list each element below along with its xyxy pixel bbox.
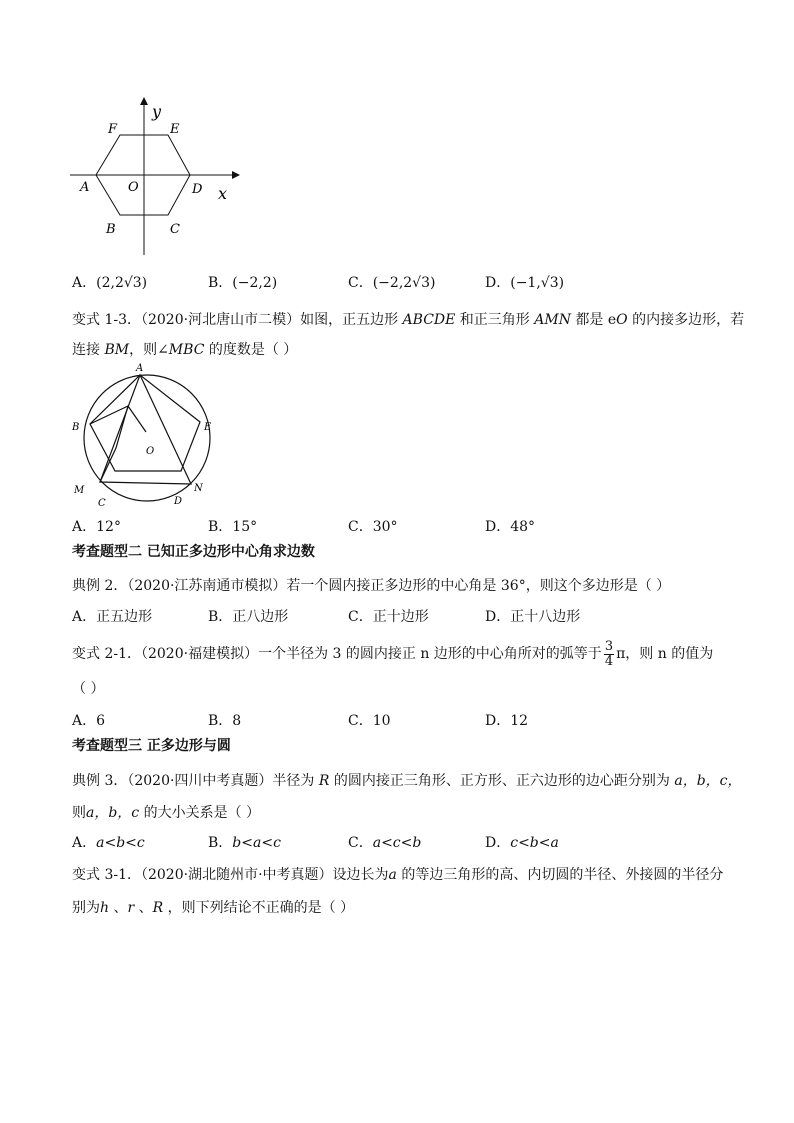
point-label-B: B xyxy=(106,222,116,237)
circle-figure xyxy=(66,362,226,512)
example-3-line2: 则a，b，c 的大小关系是（ ） xyxy=(72,805,261,821)
option-b: B．正八边形 xyxy=(208,609,289,625)
question-2-1-line2: （ ） xyxy=(72,681,105,697)
segment-bo xyxy=(128,406,146,432)
option-a: A．(2,2√3) xyxy=(72,275,148,291)
hexagon-figure xyxy=(60,95,240,260)
option-a: A．a<b<c xyxy=(72,835,145,851)
option-d: D．正十八边形 xyxy=(485,609,581,625)
y-axis-arrow xyxy=(140,97,148,105)
point-label-D: D xyxy=(174,496,183,507)
question-1-3-line2: 连接 BM，则∠MBC 的度数是（ ） xyxy=(72,342,298,358)
axis-label-x: x xyxy=(218,184,228,203)
point-label-N: N xyxy=(194,483,203,494)
option-c: C．a<c<b xyxy=(348,835,422,851)
point-label-B: B xyxy=(72,422,80,433)
option-b: B．b<a<c xyxy=(208,835,281,851)
axis-label-y: y xyxy=(152,102,162,121)
option-a: A．正五边形 xyxy=(72,609,153,625)
section-heading-3: 考查题型三 正多边形与圆 xyxy=(72,738,231,754)
point-label-C: C xyxy=(170,222,180,237)
x-axis-arrow xyxy=(232,171,240,179)
point-label-A: A xyxy=(80,180,90,195)
option-b: B．15° xyxy=(208,519,258,535)
point-label-E: E xyxy=(170,122,180,137)
point-label-F: F xyxy=(108,122,118,137)
question-1-3-line1: 变式 1-3．（2020·河北唐山市二模）如图，正五边形 ABCDE 和正三角形 AMN 都是 eO 的内接多边形，若 xyxy=(72,312,745,328)
option-c: C．(−2,2√3) xyxy=(348,275,436,291)
point-label-E: E xyxy=(204,422,212,433)
question-2-1-line1: 变式 2-1．（2020·福建模拟）一个半径为 3 的圆内接正 n 边形的中心角所对的弧等于 $\frac{3}{4}$ π，则 n 的值为 xyxy=(72,638,714,669)
example-2: 典例 2．（2020·江苏南通市模拟）若一个圆内接正多边形的中心角是 36°，则这个多边形是（ ） xyxy=(72,578,671,594)
option-d: D．c<b<a xyxy=(485,835,559,851)
point-label-M: M xyxy=(74,485,85,496)
option-b: B．(−2,2) xyxy=(208,275,278,291)
point-label-A: A xyxy=(136,363,144,374)
option-b: B．8 xyxy=(208,713,242,729)
point-label-O: O xyxy=(128,180,139,195)
example-3-line1: 典例 3．（2020·四川中考真题）半径为 R 的圆内接正三角形、正方形、正六边形的边心距分别为 a，b，c， xyxy=(72,773,742,789)
option-c: C．正十边形 xyxy=(348,609,429,625)
option-a: A．6 xyxy=(72,713,106,729)
section-heading-2: 考查题型二 已知正多边形中心角求边数 xyxy=(72,544,315,560)
point-label-D: D xyxy=(192,182,203,197)
question-3-1-line2: 别为h 、r 、R ，则下列结论不正确的是（ ） xyxy=(72,900,355,916)
option-a: A．12° xyxy=(72,519,121,535)
option-c: C．30° xyxy=(348,519,398,535)
fraction: $\frac{3}{4}$ xyxy=(604,638,614,669)
question-3-1-line1: 变式 3-1．（2020·湖北随州市·中考真题）设边长为a 的等边三角形的高、内切圆的半径、外接圆的半径分 xyxy=(72,867,724,883)
option-d: D．48° xyxy=(485,519,536,535)
option-c: C．10 xyxy=(348,713,391,729)
option-d: D．(−1,√3) xyxy=(485,275,565,291)
point-label-O: O xyxy=(146,446,155,457)
point-label-C: C xyxy=(98,498,106,509)
option-d: D．12 xyxy=(485,713,529,729)
